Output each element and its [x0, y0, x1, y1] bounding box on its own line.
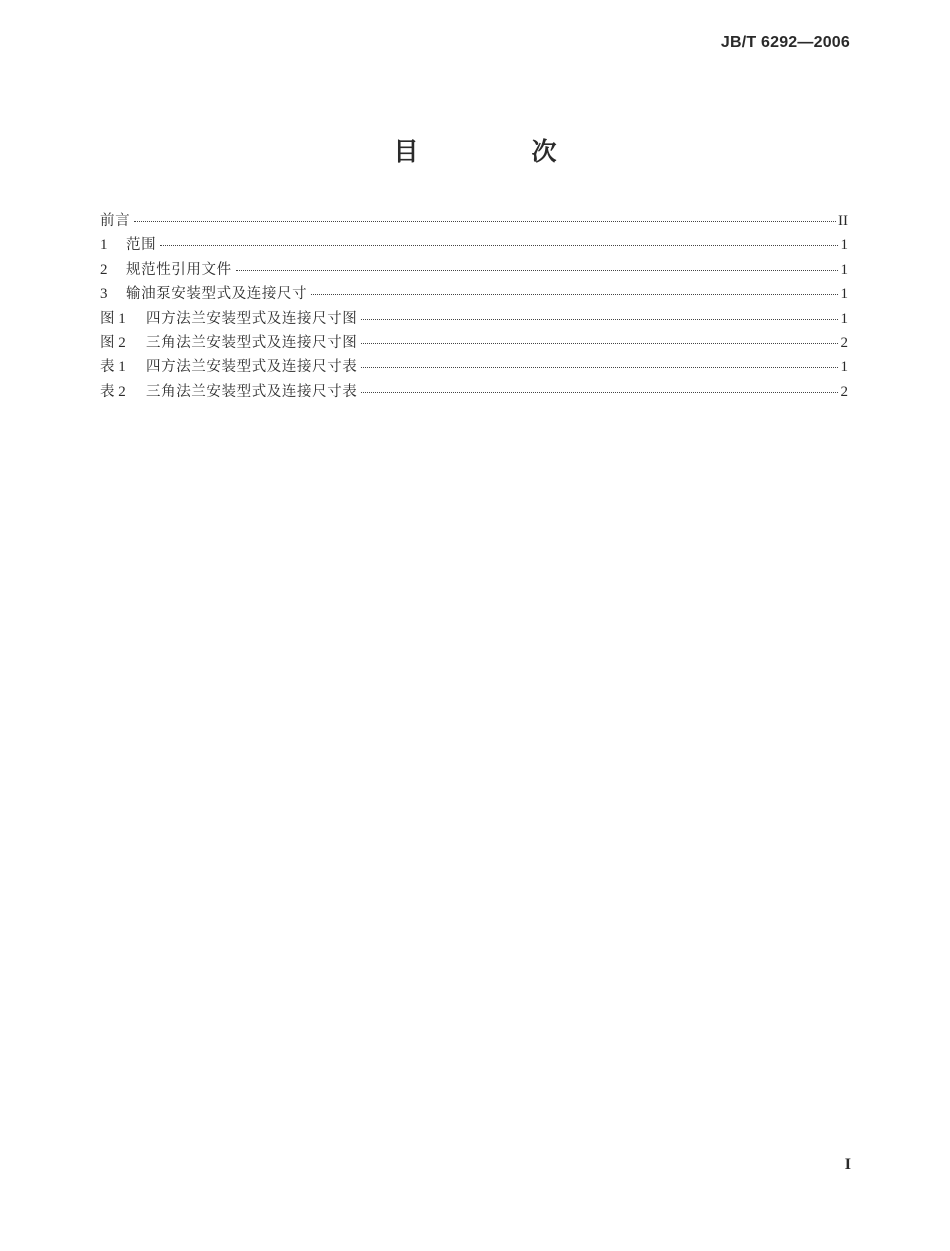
- toc-entry-number: 1: [100, 237, 108, 254]
- table-of-contents: [100, 209, 848, 404]
- page-title: 目 次: [393, 137, 601, 166]
- toc-entry-foreword[interactable]: [100, 209, 848, 233]
- toc-entry-prefix: 图: [100, 310, 115, 327]
- dot-leader: [361, 319, 838, 320]
- toc-entry-prefix: 表: [100, 359, 115, 376]
- dot-leader: [236, 270, 838, 271]
- dot-leader: [311, 294, 838, 295]
- toc-entry-number: [100, 307, 146, 328]
- toc-entry-normative-references[interactable]: [100, 258, 848, 282]
- toc-entry-prefix: 图: [100, 334, 115, 351]
- toc-entry-number: [100, 331, 146, 352]
- toc-entry-label: 范围: [126, 237, 157, 254]
- toc-entry-label: 四方法兰安装型式及连接尺寸表: [146, 359, 358, 376]
- toc-entry-label: 输油泵安装型式及连接尺寸: [126, 286, 308, 303]
- toc-entry-figure-1[interactable]: [100, 307, 848, 331]
- toc-entry-table-2[interactable]: [100, 380, 848, 404]
- toc-entry-table-1[interactable]: [100, 355, 848, 379]
- toc-entry-page: 1: [840, 286, 848, 303]
- toc-entry-page: 1: [840, 261, 848, 278]
- toc-entry-figure-2[interactable]: [100, 331, 848, 355]
- toc-entry-label: 规范性引用文件: [126, 261, 232, 278]
- dot-leader: [134, 221, 836, 222]
- page-number: I: [844, 1156, 851, 1173]
- toc-entry-number: 2: [100, 261, 108, 278]
- toc-entry-page: 2: [840, 334, 848, 351]
- toc-entry-index: 1: [118, 310, 126, 327]
- toc-entry-page: 1: [840, 359, 848, 376]
- toc-entry-label: 三角法兰安装型式及连接尺寸表: [146, 383, 358, 400]
- toc-entry-label: 三角法兰安装型式及连接尺寸图: [146, 334, 358, 351]
- toc-entry-label: 四方法兰安装型式及连接尺寸图: [146, 310, 358, 327]
- dot-leader: [361, 343, 838, 344]
- toc-entry-number: 3: [100, 286, 108, 303]
- dot-leader: [361, 392, 838, 393]
- toc-entry-prefix: 表: [100, 383, 115, 400]
- standard-code: JB/T 6292—2006: [720, 34, 850, 51]
- toc-entry-page: 2: [840, 383, 848, 400]
- dot-leader: [361, 367, 838, 368]
- toc-entry-page: 1: [840, 310, 848, 327]
- toc-entry-page: 1: [840, 237, 848, 254]
- toc-entry-index: 1: [118, 359, 126, 376]
- toc-entry-index: 2: [118, 383, 126, 400]
- toc-entry-page: II: [838, 213, 848, 229]
- dot-leader: [160, 245, 838, 246]
- toc-entry-number: [100, 380, 146, 401]
- toc-entry-label: 前言: [100, 213, 131, 229]
- toc-entry-number: [100, 355, 146, 376]
- toc-entry-scope[interactable]: [100, 233, 848, 257]
- toc-entry-installation-dimensions[interactable]: [100, 282, 848, 306]
- toc-entry-index: 2: [118, 334, 126, 351]
